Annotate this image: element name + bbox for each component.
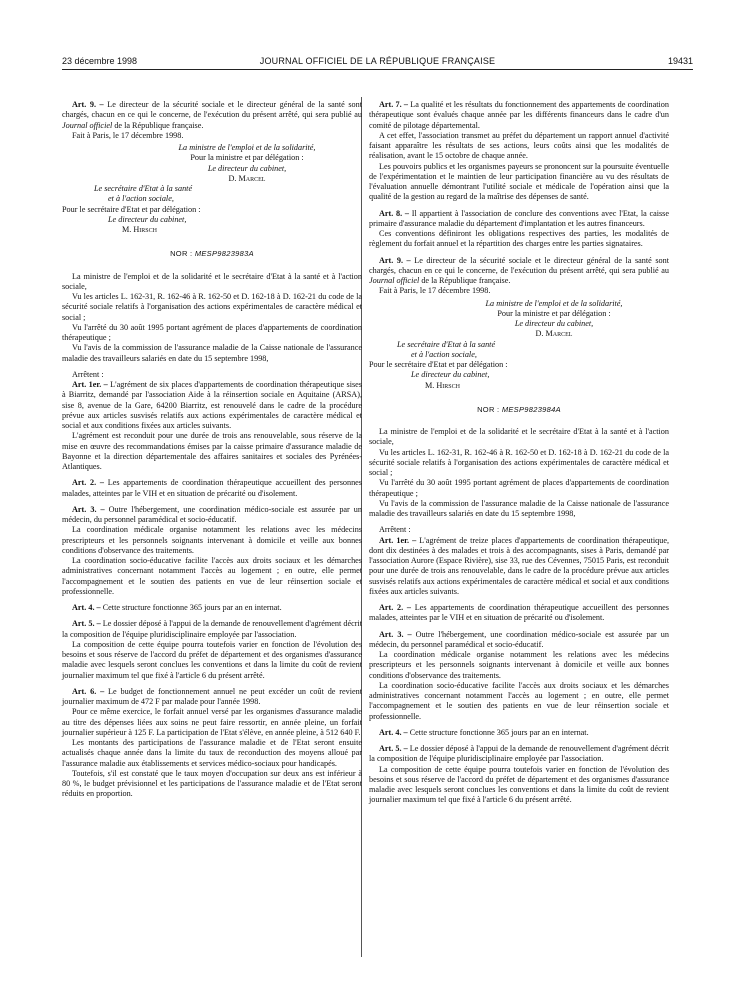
left-art9: Art. 9. – Le directeur de la sécurité sociale et le directeur général de la santé sont chargés, chacun en ce qui le concerne, de l'exécution du présent arrêté, qui sera publié au Journal officiel de la République française.: [62, 100, 363, 130]
right-art3: Art. 3. – Outre l'hébergement, une coordination médico-sociale est assurée par un médecin, du personnel paramédical et socio-éducatif.: [369, 629, 669, 649]
page-header: [62, 56, 693, 70]
right-nor: NOR : MESP9823984A: [477, 404, 561, 414]
right-art4: Art. 4. – Cette structure fonctionne 365 jours par an en internat.: [379, 727, 589, 737]
header-rule: [62, 69, 693, 70]
right-signature-block: La ministre de l'emploi et de la solidarité, Pour la ministre et par délégation : Le directeur du cabinet, D. Marcel Le secrétaire d'Etat à la santé et à l'action sociale, Pour le secrétaire d'Etat et par délégation : Le directeur du cabinet, M. Hirsch: [369, 298, 623, 390]
left-arretent: Arrêtent :: [72, 369, 104, 379]
header-title: JOURNAL OFFICIEL DE LA RÉPUBLIQUE FRANÇAISE: [259, 56, 496, 66]
left-art2: Art. 2. – Les appartements de coordination thérapeutique accueillent des personnes malades, atteintes par le VIH et en situation de précarité ou d'isolement.: [62, 478, 362, 498]
left-art6: Art. 6. – Le budget de fonctionnement annuel ne peut excéder un coût de revient journalier maximum de 472 F par malade pour l'année 1998.: [62, 686, 363, 706]
left-art4: Art. 4. – Cette structure fonctionne 365 jours par an en internat.: [72, 603, 282, 612]
left-art6d: Toutefois, s'il est constaté que le taux moyen d'occupation sur deux ans est inférieur à 80 %, le budget prévisionnel et les participations de l'assurance maladie et de l'Etat seront réduits en proportion.: [62, 768, 362, 799]
right-art3b: La coordination médicale organise notamment les relations avec les médecins prescripteurs et les personnels soignants intervenant à domicile et veille aux bonnes conditions d'observance des traitements.: [369, 650, 669, 680]
left-art5b: La composition de cette équipe pourra toutefois varier en fonction de l'évolution des besoins et sous réserve de l'accord du préfet de département et des organismes d'assurance maladie avec lesquels seront conclues les conventions et dans la limite du coût de revient journalier maximum tel que fixé à l'article 6 du présent arrêté.: [62, 639, 362, 680]
left-nor: NOR : MESP9823983A: [170, 249, 254, 259]
right-art7c: Les pouvoirs publics et les organismes payeurs se prononcent sur la poursuite éventuelle de l'expérimentation et le maintien de leur participation financière au vu des résultats de l'évaluation annuelle démontrant l'utilité sociale et médicale de l'opération ainsi que la qualité de la gestion au regard de la maîtrise des dépenses de santé.: [369, 161, 669, 202]
right-vu1: Vu les articles L. 162-31, R. 162-46 à R. 162-50 et D. 162-18 à D. 162-21 du code de la sécurité sociale relatifs à l'organisation des actions expérimentales de caractère médical et social ;: [369, 447, 669, 477]
right-art7: Art. 7. – La qualité et les résultats du fonctionnement des appartements de coordination thérapeutique sont évalués chaque année par les différents financeurs dans le cadre d'un comité de pilotage départemental.: [369, 100, 669, 130]
right-fait: Fait à Paris, le 17 décembre 1998.: [379, 286, 491, 296]
right-art1: Art. 1er. – L'agrément de treize places d'appartements de coordination thérapeutique, dont dix destinées à des malades et trois à des accompagnants, sises à Paris, demandé par l'association Aurore (Espace Rivière), sise 33, rue des Cévennes, 75015 Paris, est reconduit pour une durée de trois ans renouvelable, dans le cadre de la procédure prévue aux articles susvisés relatifs aux actions expérimentales de caractère médical et social et aux conditions fixées aux articles suivants.: [369, 535, 670, 596]
right-art5b: La composition de cette équipe pourra toutefois varier en fonction de l'évolution des besoins et sous réserve de l'accord du préfet de département et des organismes d'assurance maladie avec lesquels seront conclues les conventions et dans la limite du coût de revient journalier maximum tel que fixé à l'article 6 du présent arrêté.: [369, 764, 669, 805]
left-fait: Fait à Paris, le 17 décembre 1998.: [72, 130, 184, 140]
right-column: [369, 100, 669, 806]
right-arretent: Arrêtent :: [379, 525, 411, 535]
left-art3c: La coordination socio-éducative facilite l'accès aux droits sociaux et les démarches administratives concernant notamment l'accès au logement ; en outre, elle permet l'accompagnement et le soutien des patients en vue de leur réinsertion sociale et professionnelle.: [62, 556, 362, 596]
right-art7b: A cet effet, l'association transmet au préfet du département un rapport annuel d'activité faisant apparaître les résultats de ses actions, leurs coûts ainsi que les modalités de réalisation, avant le 15 octobre de chaque année.: [369, 130, 669, 161]
right-art5: Art. 5. – Le dossier déposé à l'appui de la demande de renouvellement d'agrément décrit la composition de l'équipe pluridisciplinaire employée par l'association.: [369, 744, 669, 764]
left-art5: Art. 5. – Le dossier déposé à l'appui de la demande de renouvellement d'agrément décrit la composition de l'équipe pluridisciplinaire employée par l'association.: [62, 619, 362, 639]
right-intro: La ministre de l'emploi et de la solidarité et le secrétaire d'Etat à la santé et à l'action sociale,: [369, 427, 669, 447]
right-art9: Art. 9. – Le directeur de la sécurité sociale et le directeur général de la santé sont chargés, chacun en ce qui le concerne, de l'exécution du présent arrêté, qui sera publié au Journal officiel de la République française.: [369, 255, 670, 285]
left-art6c: Les montants des participations de l'assurance maladie et de l'Etat seront ensuite actualisés chaque année dans la limite du taux de reconduction des moyens alloué par l'assurance maladie aux établissements et services médico-sociaux pour handicapés.: [62, 738, 362, 768]
right-art8: Art. 8. – Il appartient à l'association de conclure des conventions avec l'Etat, la caisse primaire d'assurance maladie du département d'implantation et les autres financeurs.: [369, 208, 670, 228]
left-signature-block: La ministre de l'emploi et de la solidarité, Pour la ministre et par délégation : Le directeur du cabinet, D. Marcel Le secrétaire d'Etat à la santé et à l'action sociale, Pour le secrétaire d'Etat et par délégation : Le directeur du cabinet, M. Hirsch: [62, 143, 316, 234]
left-vu1: Vu les articles L. 162-31, R. 162-46 à R. 162-50 et D. 162-18 à D. 162-21 du code de la sécurité sociale relatifs à l'organisation des actions expérimentales de caractère médical et social ;: [62, 292, 362, 322]
left-column: [62, 100, 362, 800]
left-art1b: L'agrément est reconduit pour une durée de trois ans renouvelable, sous réserve de la mise en œuvre des recommandations émises par la caisse primaire d'assurance maladie de Bayonne et la direction départementale des affaires sanitaires et sociales des Pyrénées-Atlantiques.: [62, 431, 362, 471]
left-art3: Art. 3. – Outre l'hébergement, une coordination médico-sociale est assurée par un médecin, du personnel paramédical et socio-éducatif.: [62, 504, 362, 524]
right-art8b: Ces conventions définiront les obligations respectives des parties, les modalités de règlement du forfait annuel et la répartition des charges entre les parties signataires.: [369, 229, 669, 249]
right-vu2: Vu l'arrêté du 30 août 1995 portant agrément de places d'appartements de coordination thérapeutique ;: [369, 478, 669, 498]
left-vu3: Vu l'avis de la commission de l'assurance maladie de la Caisse nationale de l'assurance maladie des travailleurs salariés en date du 15 septembre 1998,: [62, 343, 362, 363]
right-art2: Art. 2. – Les appartements de coordination thérapeutique accueillent des personnes malades, atteintes par le VIH et en situation de précarité ou d'isolement.: [369, 603, 669, 623]
header-date: 23 décembre 1998: [62, 56, 138, 66]
left-art6b: Pour ce même exercice, le forfait annuel versé par les organismes d'assurance maladie au titre des dépenses liées aux soins ne peut faire ressortir, en année pleine, un forfait journalier supérieur à 125 F. La participation de l'Etat s'élève, en année pleine, à 512 640 F.: [62, 707, 362, 737]
header-page-number: 19431: [667, 56, 693, 66]
right-art3c: La coordination socio-éducative facilite l'accès aux droits sociaux et les démarches administratives concernant notamment l'accès au logement ; en outre, elle permet l'accompagnement et le soutien des patients en vue de leur réinsertion sociale et professionnelle.: [369, 680, 669, 721]
left-art1: Art. 1er. – L'agrément de six places d'appartements de coordination thérapeutique sises à Biarritz, demandé par l'association Aide à la réinsertion sociale en Aquitaine (ARSA), sise 8, avenue de la Gare, 64200 Biarritz, est renouvelé dans le cadre de la procédure prévue aux articles susvisés relatifs aux actions expérimentales de caractère médical et social et aux conditions fixées aux articles suivants.: [62, 380, 362, 430]
left-art3b: La coordination médicale organise notamment les relations avec les médecins prescripteurs et les personnels soignants intervenant à domicile et veille aux bonnes conditions d'observance des traitements.: [62, 525, 362, 555]
right-vu3: Vu l'avis de la commission de l'assurance maladie de la Caisse nationale de l'assurance maladie des travailleurs salariés en date du 15 septembre 1998,: [369, 498, 669, 518]
left-vu2: Vu l'arrêté du 30 août 1995 portant agrément de places d'appartements de coordination thérapeutique ;: [62, 322, 362, 342]
left-intro: La ministre de l'emploi et de la solidarité et le secrétaire d'Etat à la santé et à l'action sociale,: [62, 271, 362, 291]
